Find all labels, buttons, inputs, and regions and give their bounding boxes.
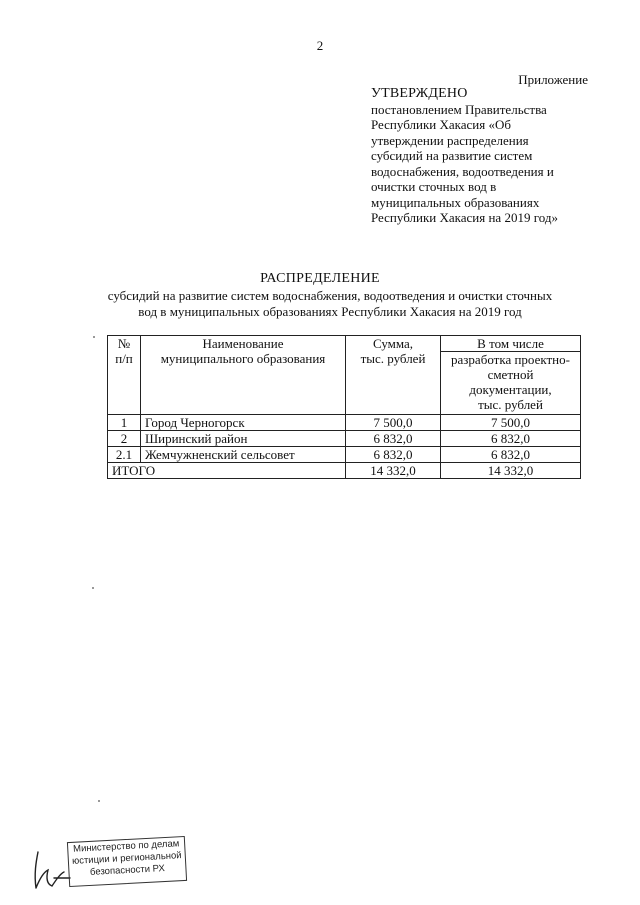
row-design-docs: 6 832,0 bbox=[441, 447, 581, 463]
row-design-docs: 6 832,0 bbox=[441, 431, 581, 447]
header-including: В том числе bbox=[441, 336, 581, 352]
header-design-docs: разработка проектно- сметной документации, тыс. рублей bbox=[441, 352, 581, 415]
page-number: 2 bbox=[316, 38, 324, 53]
total-sum: 14 332,0 bbox=[346, 463, 441, 479]
row-num: 2.1 bbox=[108, 447, 141, 463]
row-num: 2 bbox=[108, 431, 141, 447]
header-name: Наименование муниципального образования bbox=[141, 336, 346, 415]
distribution-table bbox=[107, 335, 581, 479]
approval-block bbox=[371, 86, 611, 226]
table-row bbox=[108, 431, 581, 447]
document-subtitle: субсидий на развитие систем водоснабжения, водоотведения и очистки сточных вод в муниципальных образованиях Республики Хакасия на 2019 год bbox=[107, 288, 553, 319]
row-name: Город Черногорск bbox=[141, 415, 346, 431]
ministry-stamp: Министерство по делам юстиции и региональной безопасности РХ bbox=[67, 836, 187, 887]
approved-heading: УТВЕРЖДЕНО bbox=[371, 86, 468, 101]
scan-speck bbox=[93, 336, 95, 338]
total-design-docs: 14 332,0 bbox=[441, 463, 581, 479]
row-sum: 6 832,0 bbox=[346, 447, 441, 463]
row-name: Ширинский район bbox=[141, 431, 346, 447]
table-row bbox=[108, 447, 581, 463]
approval-text: постановлением Правительства Республики Хакасия «Об утверждении распределения субсидий на развитие систем водоснабжения, водоотведения и очистки сточных вод в муниципальных образованиях Республики Хакасия на 2019 год» bbox=[371, 101, 558, 225]
header-num: № п/п bbox=[108, 336, 141, 415]
table-header-row bbox=[108, 336, 581, 352]
row-sum: 7 500,0 bbox=[346, 415, 441, 431]
document-title: РАСПРЕДЕЛЕНИЕ bbox=[260, 271, 380, 286]
scan-speck bbox=[98, 800, 100, 802]
total-label: ИТОГО bbox=[108, 463, 346, 479]
row-sum: 6 832,0 bbox=[346, 431, 441, 447]
row-name: Жемчужненский сельсовет bbox=[141, 447, 346, 463]
scan-speck bbox=[92, 587, 94, 589]
appendix-label: Приложение bbox=[518, 72, 588, 87]
table-row bbox=[108, 415, 581, 431]
header-sum: Сумма, тыс. рублей bbox=[346, 336, 441, 415]
row-design-docs: 7 500,0 bbox=[441, 415, 581, 431]
table-total-row bbox=[108, 463, 581, 479]
row-num: 1 bbox=[108, 415, 141, 431]
